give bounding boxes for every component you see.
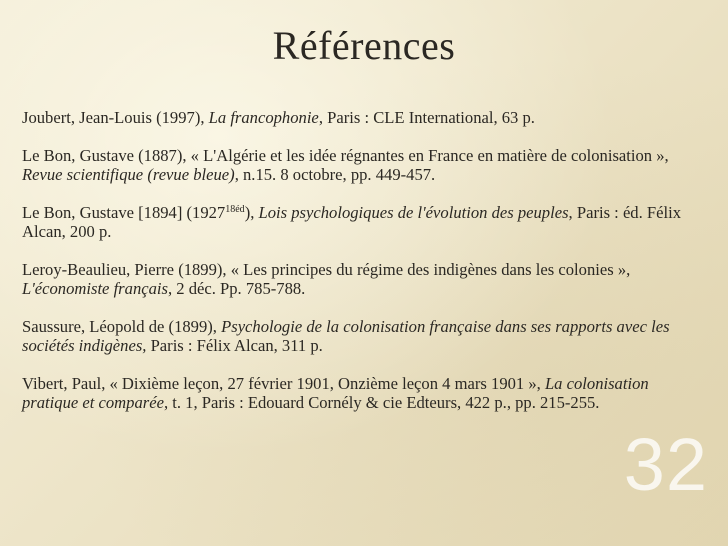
- reference-text: Joubert, Jean-Louis (1997),: [22, 108, 209, 127]
- reference-text: , n.15. 8 octobre, pp. 449-457.: [234, 165, 436, 184]
- reference-text: Le Bon, Gustave [1894] (1927: [22, 203, 226, 222]
- reference-item: [22, 108, 682, 127]
- reference-italic-title: Revue scientifique (revue bleue): [22, 165, 235, 184]
- reference-text: , 2 déc. Pp. 785-788.: [167, 279, 306, 298]
- reference-italic-title: La francophonie: [208, 108, 319, 127]
- reference-item: [22, 203, 682, 241]
- reference-item: [22, 146, 682, 184]
- reference-text: Leroy-Beaulieu, Pierre (1899), « Les principes du régime des indigènes dans les colonies »,: [22, 260, 631, 279]
- reference-text: Vibert, Paul, « Dixième leçon, 27 février 1901, Onzième leçon 4 mars 1901 »,: [22, 374, 545, 393]
- reference-text: Le Bon, Gustave (1887), « L'Algérie et les idée régnantes en France en matière de colonisation »,: [22, 146, 669, 165]
- reference-italic-title: Psychologie de la colonisation française dans ses rapports avec les sociétés indigènes,: [22, 317, 670, 355]
- reference-text: Paris : Félix Alcan, 311 p.: [146, 336, 323, 355]
- slide-number: 32: [623, 423, 708, 506]
- reference-text: Saussure, Léopold de (1899),: [22, 317, 222, 336]
- slide-title: Références: [272, 23, 456, 68]
- reference-text: , t. 1, Paris : Edouard Cornély & cie Edteurs, 422 p., pp. 215-255.: [163, 393, 600, 412]
- reference-italic-title: La colonisation pratique et comparée: [22, 374, 649, 412]
- reference-text: ),: [244, 203, 259, 222]
- reference-text: , Paris : CLE International, 63 p.: [318, 108, 535, 127]
- reference-italic-title: L'économiste français: [22, 279, 168, 298]
- edition-superscript: 18éd: [225, 204, 245, 215]
- reference-item: [22, 317, 682, 355]
- reference-text: , Paris : éd. Félix Alcan, 200 p.: [22, 203, 682, 241]
- reference-italic-title: Lois psychologiques de l'évolution des peuples: [258, 203, 569, 222]
- reference-item: [22, 374, 682, 412]
- reference-item: [22, 260, 682, 298]
- reference-list: [22, 108, 682, 431]
